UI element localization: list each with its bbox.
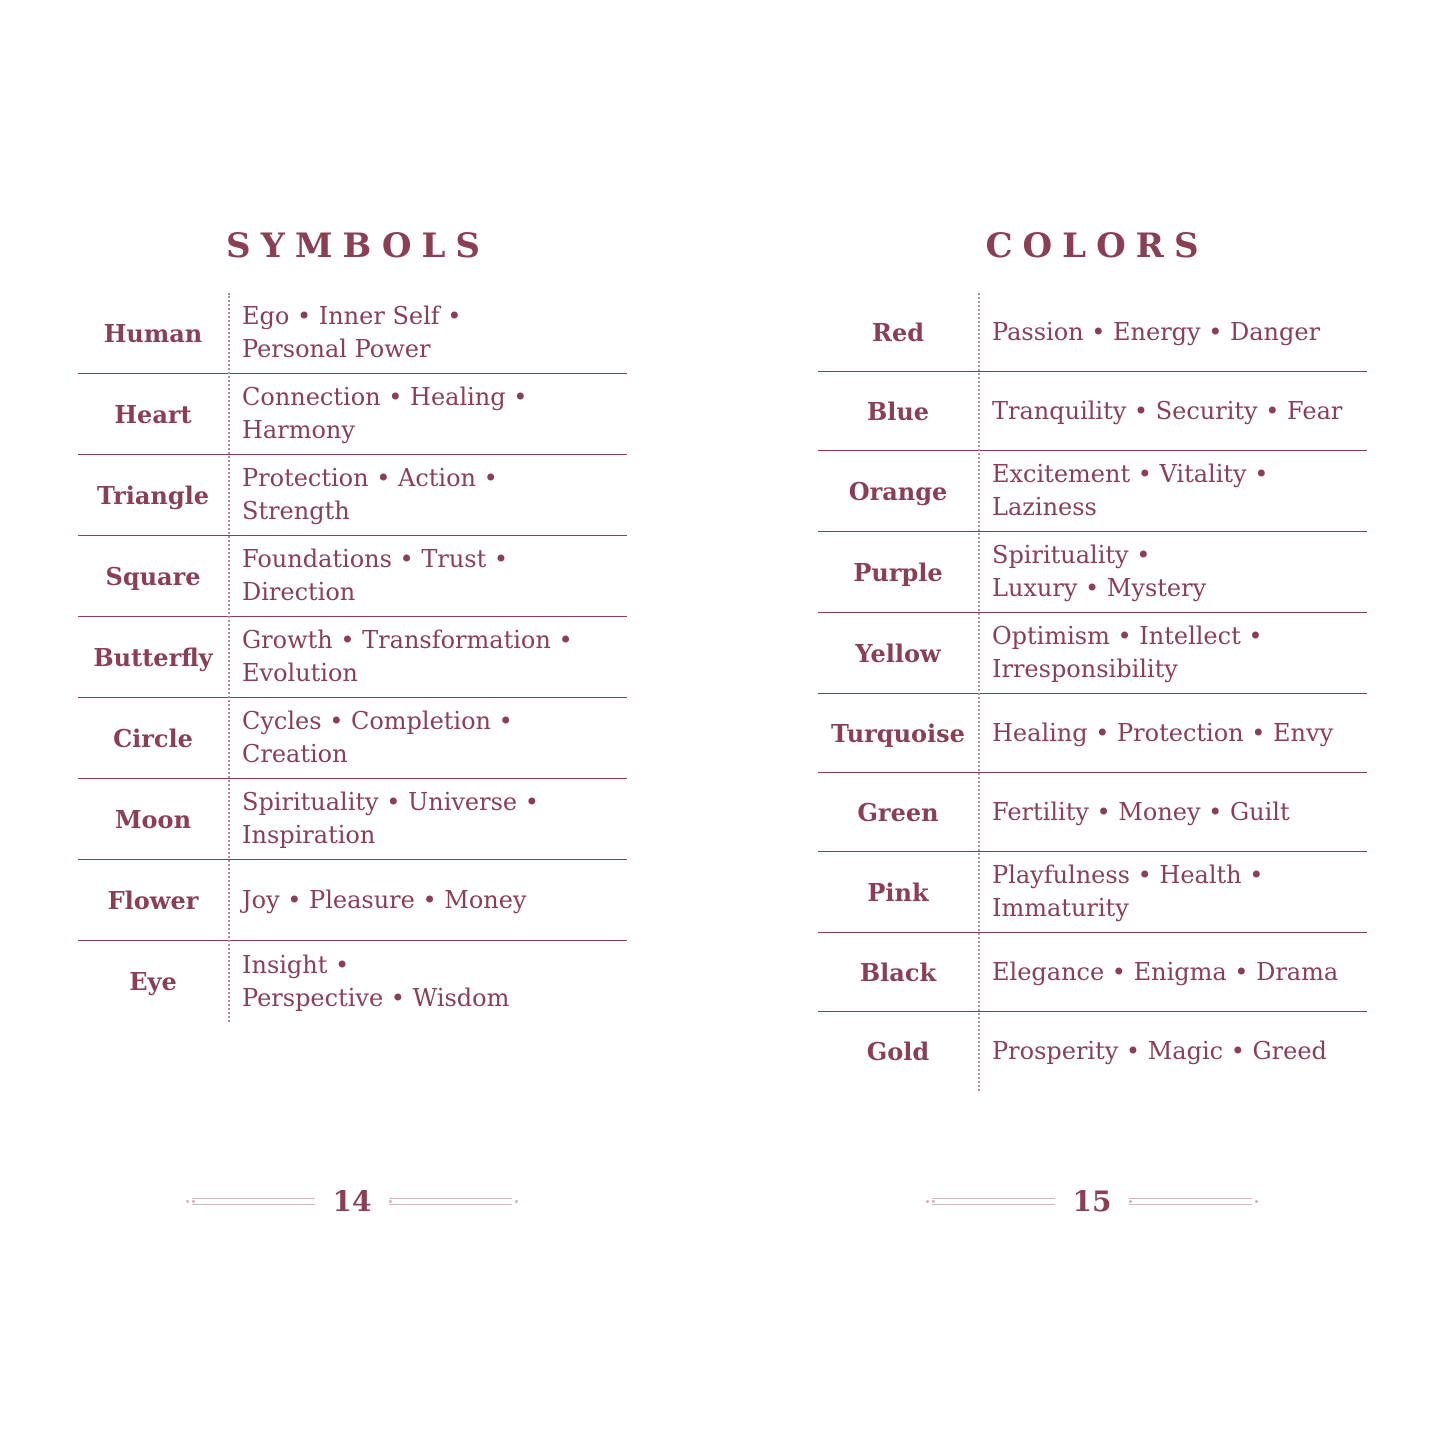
symbol-name: Circle [113,723,193,753]
color-meaning: Tranquility • Security • Fear [992,396,1343,425]
table-row [78,698,627,779]
symbol-meaning: Connection • Healing • Harmony [242,383,528,444]
table-row [818,933,1367,1012]
ornament-rule [389,1198,512,1205]
symbol-name: Heart [114,399,192,429]
page-number: 15 [1072,1184,1112,1218]
symbol-name: Eye [129,967,177,996]
symbol-meaning: Spirituality • Universe • Inspiration [242,788,539,849]
color-name: Red [872,317,924,347]
color-meaning: Fertility • Money • Guilt [992,797,1290,826]
table-row [818,852,1367,933]
color-meaning: Excitement • Vitality • Laziness [992,460,1269,521]
table-row [78,617,627,698]
symbol-meaning: Foundations • Trust • Direction [242,545,509,606]
symbol-meaning: Joy • Pleasure • Money [242,885,527,914]
right-page [722,0,1445,1445]
symbol-name: Flower [107,885,199,915]
ornament-rule [1129,1198,1252,1205]
table-row [818,293,1367,372]
table-row [78,779,627,860]
color-name: Black [859,957,937,987]
table-row [78,455,627,536]
color-name: Turquoise [831,718,965,748]
symbol-meaning: Insight • Perspective • Wisdom [242,950,510,1012]
color-meaning: Healing • Protection • Envy [992,718,1334,747]
color-meaning: Playfulness • Health • Immaturity [992,861,1264,922]
table-row [818,694,1367,773]
table-row [78,293,627,374]
color-name: Blue [866,396,930,426]
table-row [78,536,627,617]
symbols-table [78,293,627,1022]
colors-table [818,293,1367,1091]
color-name: Gold [866,1037,930,1066]
table-row [818,1012,1367,1091]
color-name: Yellow [855,638,941,668]
table-row [818,613,1367,694]
symbol-meaning: Cycles • Completion • Creation [242,707,513,768]
table-row [818,773,1367,852]
color-name: Green [857,797,939,827]
table-row [78,860,627,941]
color-meaning: Spirituality • Luxury • Mystery [992,541,1207,602]
color-name: Orange [848,476,948,506]
color-meaning: Prosperity • Magic • Greed [992,1037,1327,1065]
symbol-name: Human [103,318,203,348]
page-number: 14 [332,1184,372,1218]
symbol-meaning: Growth • Transformation • Evolution [242,626,573,687]
symbol-meaning: Protection • Action • Strength [242,464,498,525]
table-row [818,451,1367,532]
color-name: Purple [853,557,943,587]
symbol-name: Butterfly [93,642,213,672]
column-divider [978,293,980,1091]
symbols-heading: SYMBOLS [226,226,490,266]
table-row [78,941,627,1022]
column-divider [228,293,230,1022]
color-name: Pink [867,877,929,907]
ornament-rule [932,1198,1055,1205]
table-row [818,372,1367,451]
left-page [0,0,722,1445]
symbol-meaning: Ego • Inner Self • Personal Power [242,302,462,363]
symbol-name: Moon [114,804,192,834]
symbol-name: Triangle [96,480,210,510]
color-meaning: Passion • Energy • Danger [992,317,1321,346]
color-meaning: Elegance • Enigma • Drama [992,957,1339,986]
symbol-name: Square [105,561,201,591]
page-footer [932,1183,1252,1219]
color-meaning: Optimism • Intellect • Irresponsibility [992,622,1263,683]
colors-heading: COLORS [985,226,1209,266]
table-row [78,374,627,455]
ornament-rule [192,1198,315,1205]
page-footer [192,1183,512,1219]
table-row [818,532,1367,613]
